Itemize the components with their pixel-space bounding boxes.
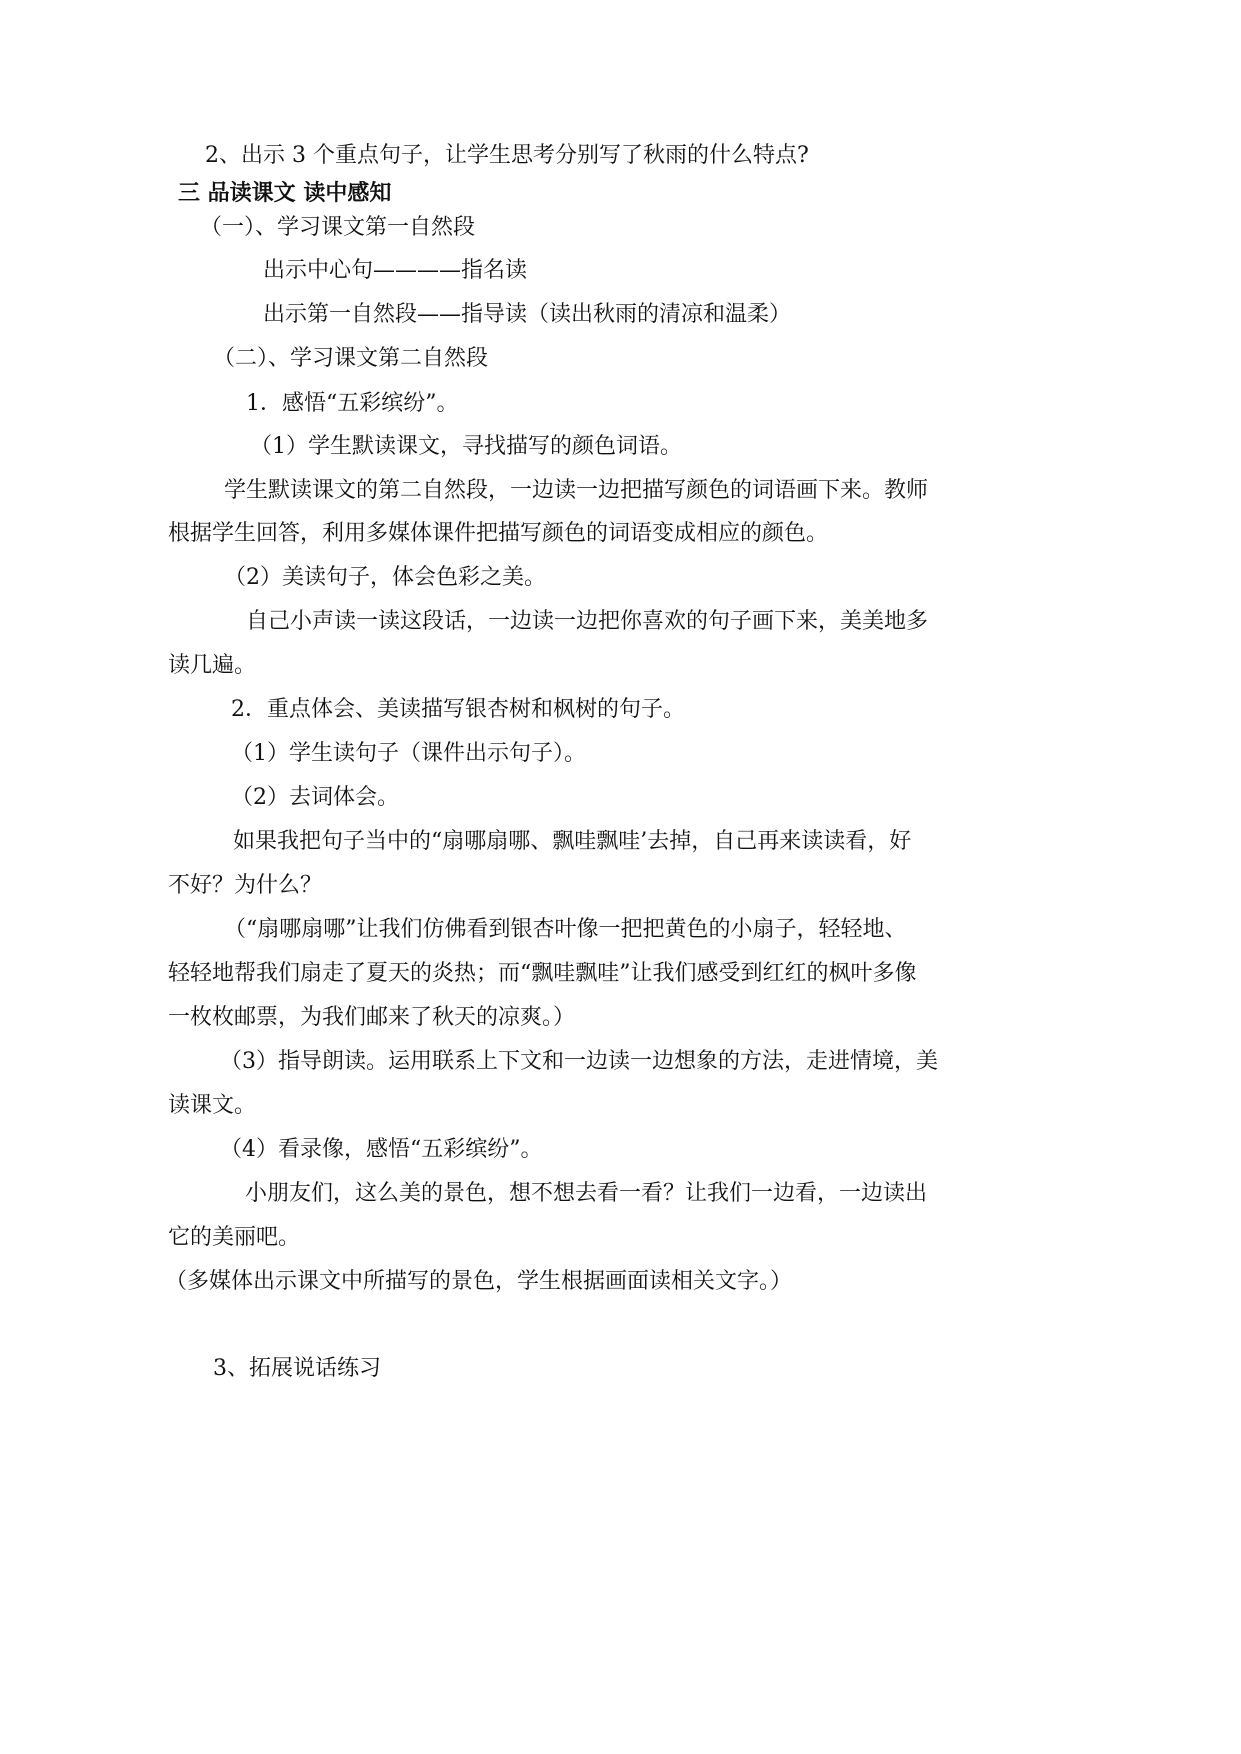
text-line: （1）学生读句子（课件出示句子）。: [231, 741, 586, 766]
text-line: （2）去词体会。: [231, 785, 399, 810]
text-line: 一枚枚邮票，为我们邮来了秋天的凉爽。）: [168, 1005, 576, 1030]
text-line: 2．重点体会、美读描写银杏树和枫树的句子。: [231, 697, 685, 722]
section-heading: 三 品读课文 读中感知: [178, 181, 392, 206]
text-line: 3、拓展说话练习: [213, 1356, 381, 1381]
text-line: （2）美读句子，体会色彩之美。: [224, 565, 546, 590]
text-line: （“扇哪扇哪”让我们仿佛看到银杏叶像一把把黄色的小扇子，轻轻地、: [224, 917, 907, 942]
text-line: （4）看录像，感悟“五彩缤纷”。: [220, 1137, 543, 1162]
subsection-heading: （二）、学习课文第二自然段: [213, 346, 489, 371]
text-line: 1．感悟“五彩缤纷”。: [246, 391, 459, 416]
text-line: （3）指导朗读。运用联系上下文和一边读一边想象的方法，走进情境，美: [220, 1049, 938, 1074]
text-line: （1）学生默读课文，寻找描写的颜色词语。: [250, 434, 682, 459]
text-line: （多媒体出示课文中所描写的景色，学生根据画面读相关文字。）: [165, 1269, 793, 1294]
text-line: 不好？为什么？: [168, 873, 323, 898]
text-line: 它的美丽吧。: [168, 1225, 301, 1250]
text-line: 读几遍。: [168, 653, 257, 678]
text-line: 轻轻地帮我们扇走了夏天的炎热；而“飘哇飘哇”让我们感受到红红的枫叶多像: [168, 961, 917, 986]
text-line: 小朋友们，这么美的景色，想不想去看一看？让我们一边看，一边读出: [245, 1181, 928, 1206]
text-line: 根据学生回答，利用多媒体课件把描写颜色的词语变成相应的颜色。: [168, 521, 829, 546]
text-line: 学生默读课文的第二自然段，一边读一边把描写颜色的词语画下来。教师: [224, 478, 929, 503]
text-line: 2、出示 3 个重点句子，让学生思考分别写了秋雨的什么特点?: [205, 143, 809, 168]
text-line: 自己小声读一读这段话，一边读一边把你喜欢的句子画下来，美美地多: [246, 609, 929, 634]
text-line: 出示中心句————指名读: [263, 258, 528, 283]
text-line: 读课文。: [168, 1093, 257, 1118]
text-line: 出示第一自然段——指导读（读出秋雨的清凉和温柔）: [263, 302, 792, 327]
text-line: 如果我把句子当中的“扇哪扇哪、飘哇飘哇’去掉，自己再来读读看，好: [233, 829, 912, 854]
subsection-heading: （一）、学习课文第一自然段: [200, 215, 476, 240]
